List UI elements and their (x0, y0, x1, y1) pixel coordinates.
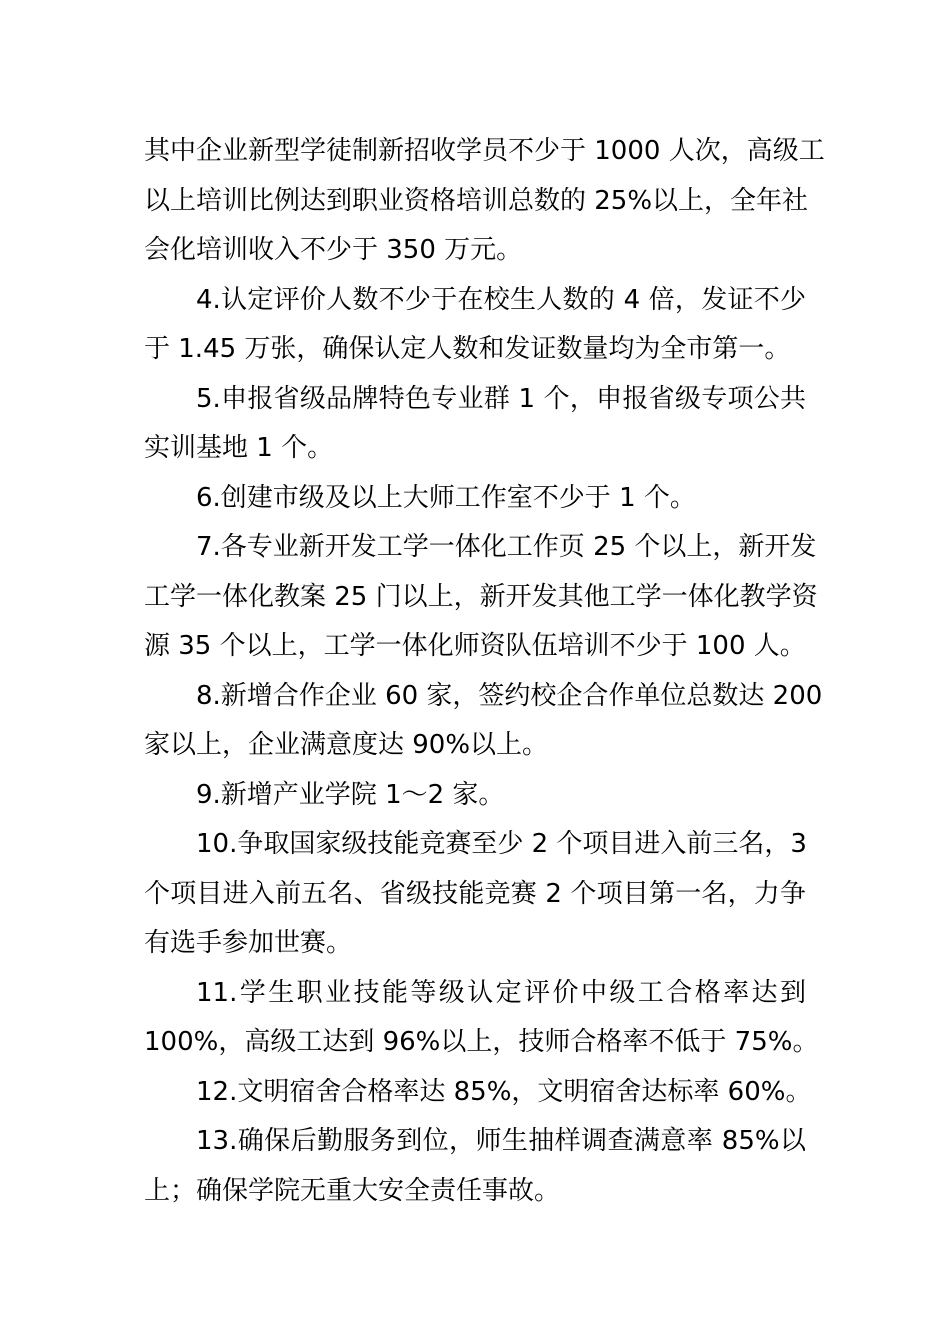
text-line: 11.学生职业技能等级认定评价中级工合格率达到 (196, 977, 806, 1008)
paragraph-intro (144, 127, 825, 276)
text-line: 工学一体化教案 25 门以上，新开发其他工学一体化教学资 (144, 581, 818, 612)
text-line: 7.各专业新开发工学一体化工作页 25 个以上，新开发 (196, 532, 817, 562)
paragraph-item-4 (144, 276, 806, 375)
text-line: 家以上，企业满意度达 90%以上。 (144, 730, 549, 760)
text-line: 有选手参加世赛。 (144, 928, 353, 958)
document-page (144, 127, 825, 1216)
text-line: 8.新增合作企业 60 家，签约校企合作单位总数达 200 (196, 680, 823, 711)
text-line: 6.创建市级及以上大师工作室不少于 1 个。 (196, 482, 696, 513)
text-line: 个项目进入前五名、省级技能竞赛 2 个项目第一名，力争 (144, 878, 806, 909)
paragraph-item-9 (144, 771, 806, 821)
text-line: 13.确保后勤服务到位，师生抽样调查满意率 85%以 (196, 1126, 806, 1156)
text-line: 12.文明宿舍合格率达 85%，文明宿舍达标率 60%。 (196, 1076, 812, 1107)
paragraph-item-6 (144, 474, 806, 524)
paragraph-item-8 (144, 672, 823, 771)
paragraph-item-5 (144, 375, 806, 474)
paragraph-item-10 (144, 820, 806, 969)
text-line: 5.申报省级品牌特色专业群 1 个，申报省级专项公共 (196, 383, 806, 414)
text-line: 9.新增产业学院 1～2 家。 (196, 779, 505, 810)
text-line: 上；确保学院无重大安全责任事故。 (144, 1175, 561, 1206)
paragraph-item-13 (144, 1117, 806, 1216)
paragraph-item-12 (144, 1068, 812, 1118)
paragraph-item-11 (144, 969, 819, 1068)
text-line: 于 1.45 万张，确保认定人数和发证数量均为全市第一。 (144, 334, 791, 364)
text-line: 实训基地 1 个。 (144, 433, 334, 463)
text-line: 10.争取国家级技能竞赛至少 2 个项目进入前三名，3 (196, 829, 807, 859)
text-line: 源 35 个以上，工学一体化师资队伍培训不少于 100 人。 (144, 631, 806, 661)
text-line: 以上培训比例达到职业资格培训总数的 25%以上，全年社 (144, 185, 809, 216)
text-line: 会化培训收入不少于 350 万元。 (144, 235, 523, 265)
text-line: 4.认定评价人数不少于在校生人数的 4 倍，发证不少 (196, 284, 806, 315)
text-line: 其中企业新型学徒制新招收学员不少于 1000 人次，高级工 (144, 136, 825, 166)
text-line: 100%，高级工达到 96%以上，技师合格率不低于 75%。 (144, 1027, 819, 1057)
paragraph-item-7 (144, 523, 818, 672)
